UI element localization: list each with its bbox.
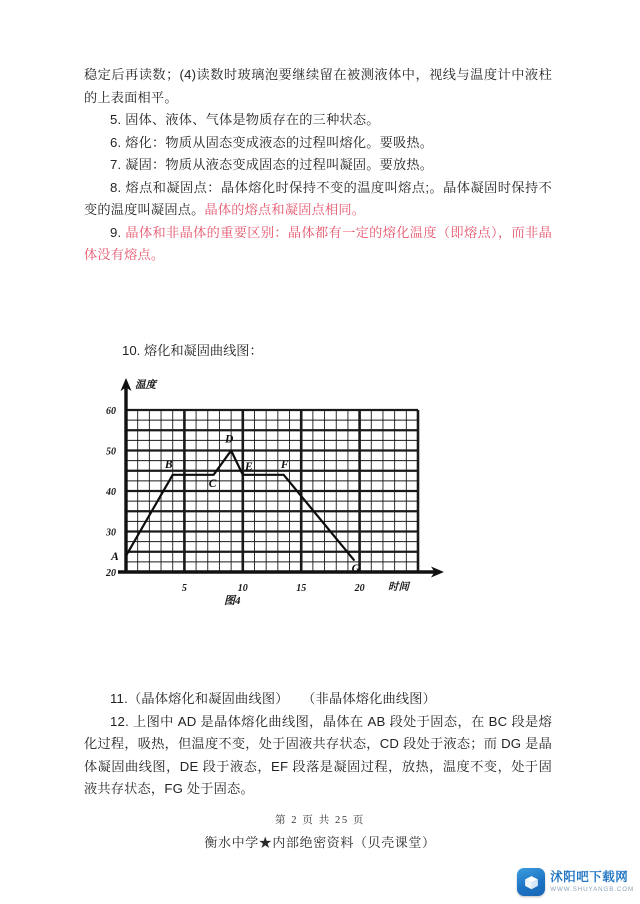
body-text-top (84, 64, 552, 267)
paragraph-line_intro (84, 64, 552, 109)
y-tick-label: 20 (106, 568, 116, 579)
text-segment: 7. 凝固：物质从液态变成固态的过程叫凝固。要放热。 (110, 157, 434, 172)
download-box-icon (517, 868, 545, 896)
curve-point-label-C: C (208, 477, 217, 490)
watermark-url: WWW.SHUYANGB.COM (550, 885, 634, 893)
text-segment: 9. (110, 224, 126, 240)
paragraph-item_11 (84, 688, 552, 711)
text-segment: 12. 上图中 AD 是晶体熔化曲线图，晶体在 AB 段处于固态，在 BC 段是熔化过程，吸热，但温度不变，处于固液共存状态，CD 段处于液态；而 DG 是晶体凝固曲线图，DE 段于液态，EF 段落是凝固过程，放热，温度不变，处于固液共存状态，FG 处于固态。 (84, 713, 552, 796)
chart-svg (100, 372, 445, 612)
text-segment: 晶体的熔点和凝固点相同。 (204, 202, 366, 217)
figure-caption: 图4 (224, 595, 241, 607)
page-number: 第 2 页 共 25 页 (274, 815, 366, 826)
temperature-curve (126, 451, 354, 560)
curve-point-label-E: E (244, 460, 253, 473)
figure-heading: 10. 熔化和凝固曲线图： (122, 343, 263, 358)
text-segment: 5. 固体、液体、气体是物质存在的三种状态。 (110, 112, 380, 127)
watermark-title: 沭阳吧下载网 (550, 870, 629, 885)
footer-note: 衡水中学★内部绝密资料（贝壳课堂） (204, 835, 436, 850)
text-segment: 11.（晶体熔化和凝固曲线图） （非晶体熔化曲线图） (110, 691, 437, 706)
curve-point-label-F: F (280, 458, 289, 471)
watermark-logo (517, 868, 634, 896)
y-tick-label: 40 (106, 487, 116, 498)
paragraph-item_7 (84, 154, 552, 177)
x-tick-label: 5 (181, 583, 187, 594)
curve-point-label-B: B (164, 458, 173, 471)
y-tick-label: 30 (106, 527, 116, 539)
melting-solidification-curve-chart (100, 372, 445, 612)
paragraph-item_12 (84, 711, 552, 801)
y-axis-title: 温度 (135, 380, 156, 391)
y-tick-label: 60 (106, 406, 116, 417)
x-tick-label: 20 (354, 583, 365, 594)
text-segment: 8. 熔点和凝固点：晶体熔化时保持不变的温度叫熔点;。晶体凝固时保持不变的温度叫凝固点。 (84, 179, 552, 217)
paragraph-item_8 (84, 177, 552, 222)
y-tick-label: 50 (106, 446, 116, 458)
text-segment: 晶体和非晶体的重要区别：晶体都有一定的熔化温度（即熔点），而非晶体没有熔点。 (84, 224, 552, 262)
watermark-text (550, 871, 634, 893)
x-axis-title: 时间 (388, 582, 409, 593)
paragraph-item_5 (84, 109, 552, 132)
paragraph-item_6 (84, 132, 552, 155)
x-tick-label: 15 (296, 583, 307, 594)
paragraph-item_9 (84, 222, 552, 267)
curve-point-label-A: A (111, 550, 119, 563)
curve-point-label-G: G (351, 562, 360, 575)
text-segment: 稳定后再读数；(4)读数时玻璃泡要继续留在被测液体中，视线与温度计中液柱的上表面相平。 (84, 67, 552, 105)
x-tick-label: 10 (237, 583, 248, 594)
text-segment: 6. 熔化：物质从固态变成液态的过程叫熔化。要吸热。 (110, 134, 434, 150)
body-text-bottom (84, 688, 552, 801)
curve-point-label-D: D (224, 433, 234, 446)
